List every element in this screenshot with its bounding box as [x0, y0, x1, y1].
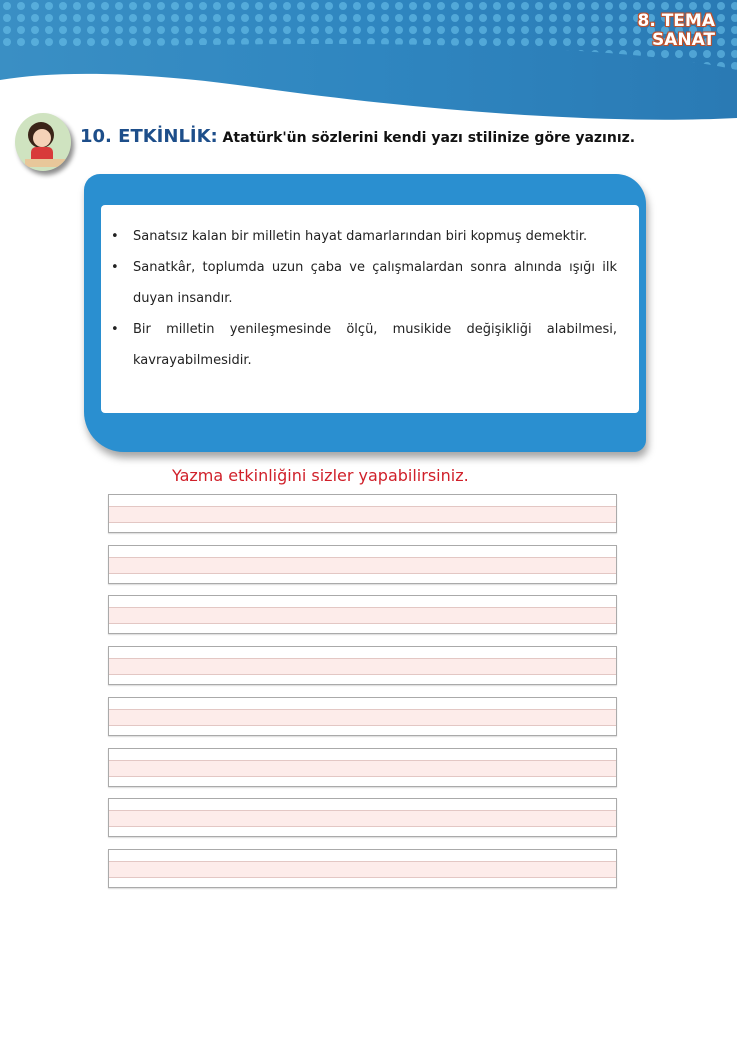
quote-box — [101, 205, 639, 413]
activity-number: 10. ETKİNLİK: — [80, 126, 218, 147]
writing-line-band — [109, 557, 616, 574]
writing-line[interactable] — [108, 595, 617, 634]
student-avatar-icon — [15, 113, 71, 171]
writing-line[interactable] — [108, 494, 617, 533]
writing-line-band — [109, 760, 616, 777]
writing-line-band — [109, 810, 616, 827]
quote-text: Sanatkâr, toplumda uzun çaba ve çalışmalardan sonra alnında ışığı ilk duyan insandır. — [133, 260, 617, 306]
theme-number: 8. TEMA — [637, 11, 715, 31]
quote-item — [109, 314, 617, 376]
activity-instruction: Atatürk'ün sözlerini kendi yazı stilinize göre yazınız. — [222, 130, 636, 146]
quote-item — [109, 221, 617, 252]
quote-text: Sanatsız kalan bir milletin hayat damarlarından biri kopmuş demektir. — [133, 229, 588, 244]
bullet: • — [111, 229, 119, 244]
writing-line[interactable] — [108, 646, 617, 685]
theme-name: SANAT — [651, 30, 715, 50]
writing-line-band — [109, 861, 616, 878]
writing-line[interactable] — [108, 748, 617, 787]
header-banner — [0, 0, 737, 120]
writing-line-band — [109, 658, 616, 675]
writing-line-band — [109, 506, 616, 523]
writing-line[interactable] — [108, 545, 617, 584]
writing-line-band — [109, 709, 616, 726]
hint-text: Yazma etkinliğini sizler yapabilirsiniz. — [172, 466, 469, 485]
bullet: • — [111, 260, 119, 275]
bullet: • — [111, 322, 119, 337]
activity-title — [80, 126, 635, 147]
writing-line-band — [109, 607, 616, 624]
quote-text: Bir milletin yenileşmesinde ölçü, musikide değişikliği alabilmesi, kavrayabilmesidir. — [133, 322, 617, 368]
writing-line[interactable] — [108, 798, 617, 837]
theme-label — [638, 12, 716, 50]
quote-item — [109, 252, 617, 314]
quote-list — [101, 205, 639, 376]
writing-line[interactable] — [108, 849, 617, 888]
writing-line[interactable] — [108, 697, 617, 736]
